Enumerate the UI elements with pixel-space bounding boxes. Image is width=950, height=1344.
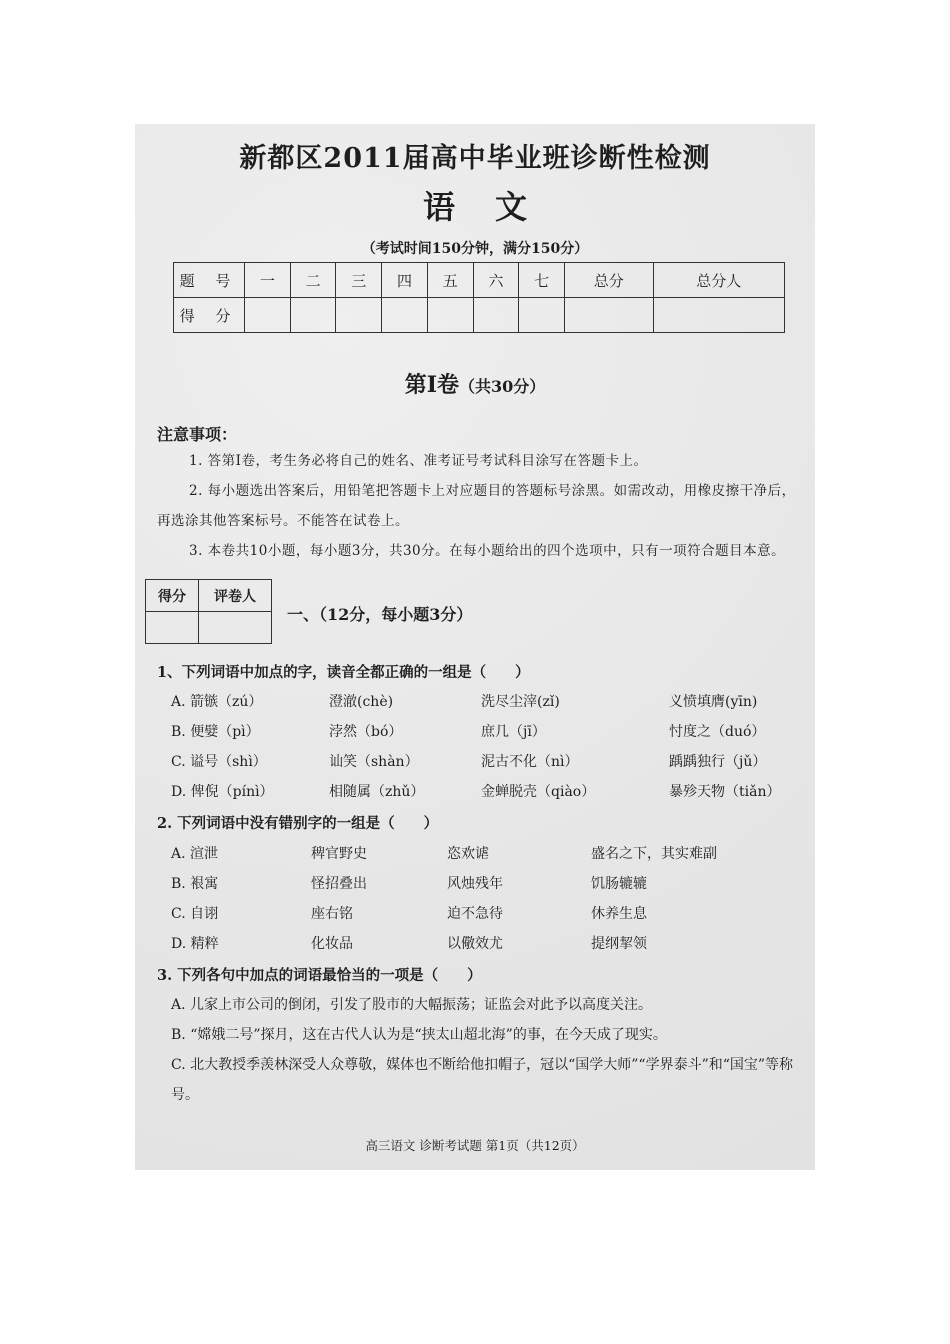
score-cell[interactable] <box>565 298 654 333</box>
score-cell[interactable] <box>245 298 291 333</box>
option-item: 暴殄天物（tiǎn） <box>669 784 781 800</box>
score-cell[interactable] <box>146 612 199 644</box>
score-cell[interactable] <box>427 298 473 333</box>
table-cell: 评卷人 <box>199 580 272 612</box>
score-cell[interactable] <box>336 298 382 333</box>
table-cell: 总分人 <box>653 263 784 298</box>
exam-info: （考试时间150分钟，满分150分） <box>361 241 589 257</box>
option-item: 讪笑（shàn） <box>329 754 419 770</box>
score-cell[interactable] <box>653 298 784 333</box>
table-cell: 四 <box>382 263 428 298</box>
option-item: 庶几（jī） <box>481 724 546 740</box>
option-item: 饥肠辘辘 <box>591 876 647 892</box>
option-item: 忖度之（duó） <box>669 724 766 740</box>
score-table-header-row <box>174 263 785 298</box>
option-row <box>171 781 811 807</box>
option-item: 稗官野史 <box>311 846 367 862</box>
grader-cell[interactable] <box>199 612 272 644</box>
score-cell[interactable] <box>519 298 565 333</box>
option-item: 以儆效尤 <box>447 936 503 952</box>
section-title: 一、（12分，每小题3分） <box>287 605 473 624</box>
option-item: 盛名之下，其实难副 <box>591 846 717 862</box>
question-1-stem: 1、下列词语中加点的字，读音全都正确的一组是（ ） <box>157 664 530 681</box>
score-cell[interactable] <box>290 298 336 333</box>
volume-title <box>135 368 815 399</box>
option-sentence: A. 儿家上市公司的倒闭，引发了股市的大幅振荡；证监会对此予以高度关注。 <box>171 997 653 1013</box>
option-item: 泥古不化（nì） <box>481 754 579 770</box>
table-cell: 题 号 <box>174 263 245 298</box>
volume-points: （共30分） <box>459 377 546 396</box>
option-label: B. 裉寓 <box>171 876 219 892</box>
exam-title: 新都区2011届高中毕业班诊断性检测 <box>239 143 711 174</box>
option-item: 相随属（zhǔ） <box>329 784 425 800</box>
option-row <box>171 873 811 899</box>
question-3-stem: 3. 下列各句中加点的词语最恰当的一项是（ ） <box>157 967 482 984</box>
score-cell[interactable] <box>382 298 428 333</box>
option-item: 怪招叠出 <box>311 876 367 892</box>
table-cell: 七 <box>519 263 565 298</box>
question-2-stem: 2. 下列词语中没有错别字的一组是（ ） <box>157 815 439 832</box>
table-cell: 得 分 <box>174 298 245 333</box>
score-table-score-row <box>174 298 785 333</box>
score-cell[interactable] <box>473 298 519 333</box>
table-cell: 五 <box>427 263 473 298</box>
option-row <box>171 933 811 959</box>
option-label: A. 箭镞（zú） <box>171 694 263 710</box>
option-row <box>171 691 811 717</box>
option-item: 义愤填膺(yīn) <box>669 694 758 710</box>
option-row <box>171 721 811 747</box>
option-row <box>171 751 811 777</box>
notes-heading: 注意事项： <box>157 425 238 444</box>
option-item: 浡然（bó） <box>329 724 403 740</box>
option-item: 迫不急待 <box>447 906 503 922</box>
table-cell: 六 <box>473 263 519 298</box>
option-item: 恣欢谑 <box>447 846 489 862</box>
option-label: C. 谥号（shì） <box>171 754 267 770</box>
option-item: 澄澈(chè) <box>329 694 394 710</box>
option-label: B. 便嬖（pì） <box>171 724 260 740</box>
grader-table <box>145 579 272 644</box>
volume-name: 第Ⅰ卷 <box>404 372 459 398</box>
option-label: A. 渲泄 <box>171 846 219 862</box>
table-cell: 一 <box>245 263 291 298</box>
option-item: 化妆品 <box>311 936 353 952</box>
table-cell: 三 <box>336 263 382 298</box>
option-item: 金蝉脱壳（qiào） <box>481 784 596 800</box>
note-item: 2. 每小题选出答案后，用铅笔把答题卡上对应题目的答题标号涂黑。如需改动，用橡皮擦干净后，再选涂其他答案标号。不能答在试卷上。 <box>157 483 796 529</box>
option-item: 座右铭 <box>311 906 353 922</box>
option-label: C. 自诩 <box>171 906 219 922</box>
option-item: 休养生息 <box>591 906 647 922</box>
note-item: 1. 答第Ⅰ卷，考生务必将自己的姓名、准考证号考试科目涂写在答题卡上。 <box>189 453 648 469</box>
option-item: 风烛残年 <box>447 876 503 892</box>
note-item: 3. 本卷共10小题，每小题3分，共30分。在每小题给出的四个选项中，只有一项符合题目本意。 <box>189 543 786 559</box>
score-table <box>173 262 785 333</box>
subject-title: 语文 <box>422 188 567 226</box>
scanned-page <box>135 124 815 1170</box>
option-item: 洗尽尘滓(zǐ) <box>481 694 560 710</box>
option-sentence: B. “嫦娥二号”探月，这在古代人认为是“挟太山超北海”的事，在今天成了现实。 <box>171 1027 667 1043</box>
table-cell: 得分 <box>146 580 199 612</box>
option-row <box>171 843 811 869</box>
option-label: D. 俾倪（pínì） <box>171 784 274 800</box>
page-footer: 高三语文 诊断考试题 第1页（共12页） <box>365 1138 585 1153</box>
option-sentence: C. 北大教授季羡林深受人众尊敬，媒体也不断给他扣帽子，冠以“国学大师”“学界泰斗”和“国宝”等称号。 <box>171 1057 794 1103</box>
option-item: 提纲挈领 <box>591 936 647 952</box>
option-row <box>171 903 811 929</box>
option-item: 踽踽独行（jǔ） <box>669 754 767 770</box>
option-label: D. 精粹 <box>171 936 219 952</box>
table-cell: 二 <box>290 263 336 298</box>
table-cell: 总分 <box>565 263 654 298</box>
